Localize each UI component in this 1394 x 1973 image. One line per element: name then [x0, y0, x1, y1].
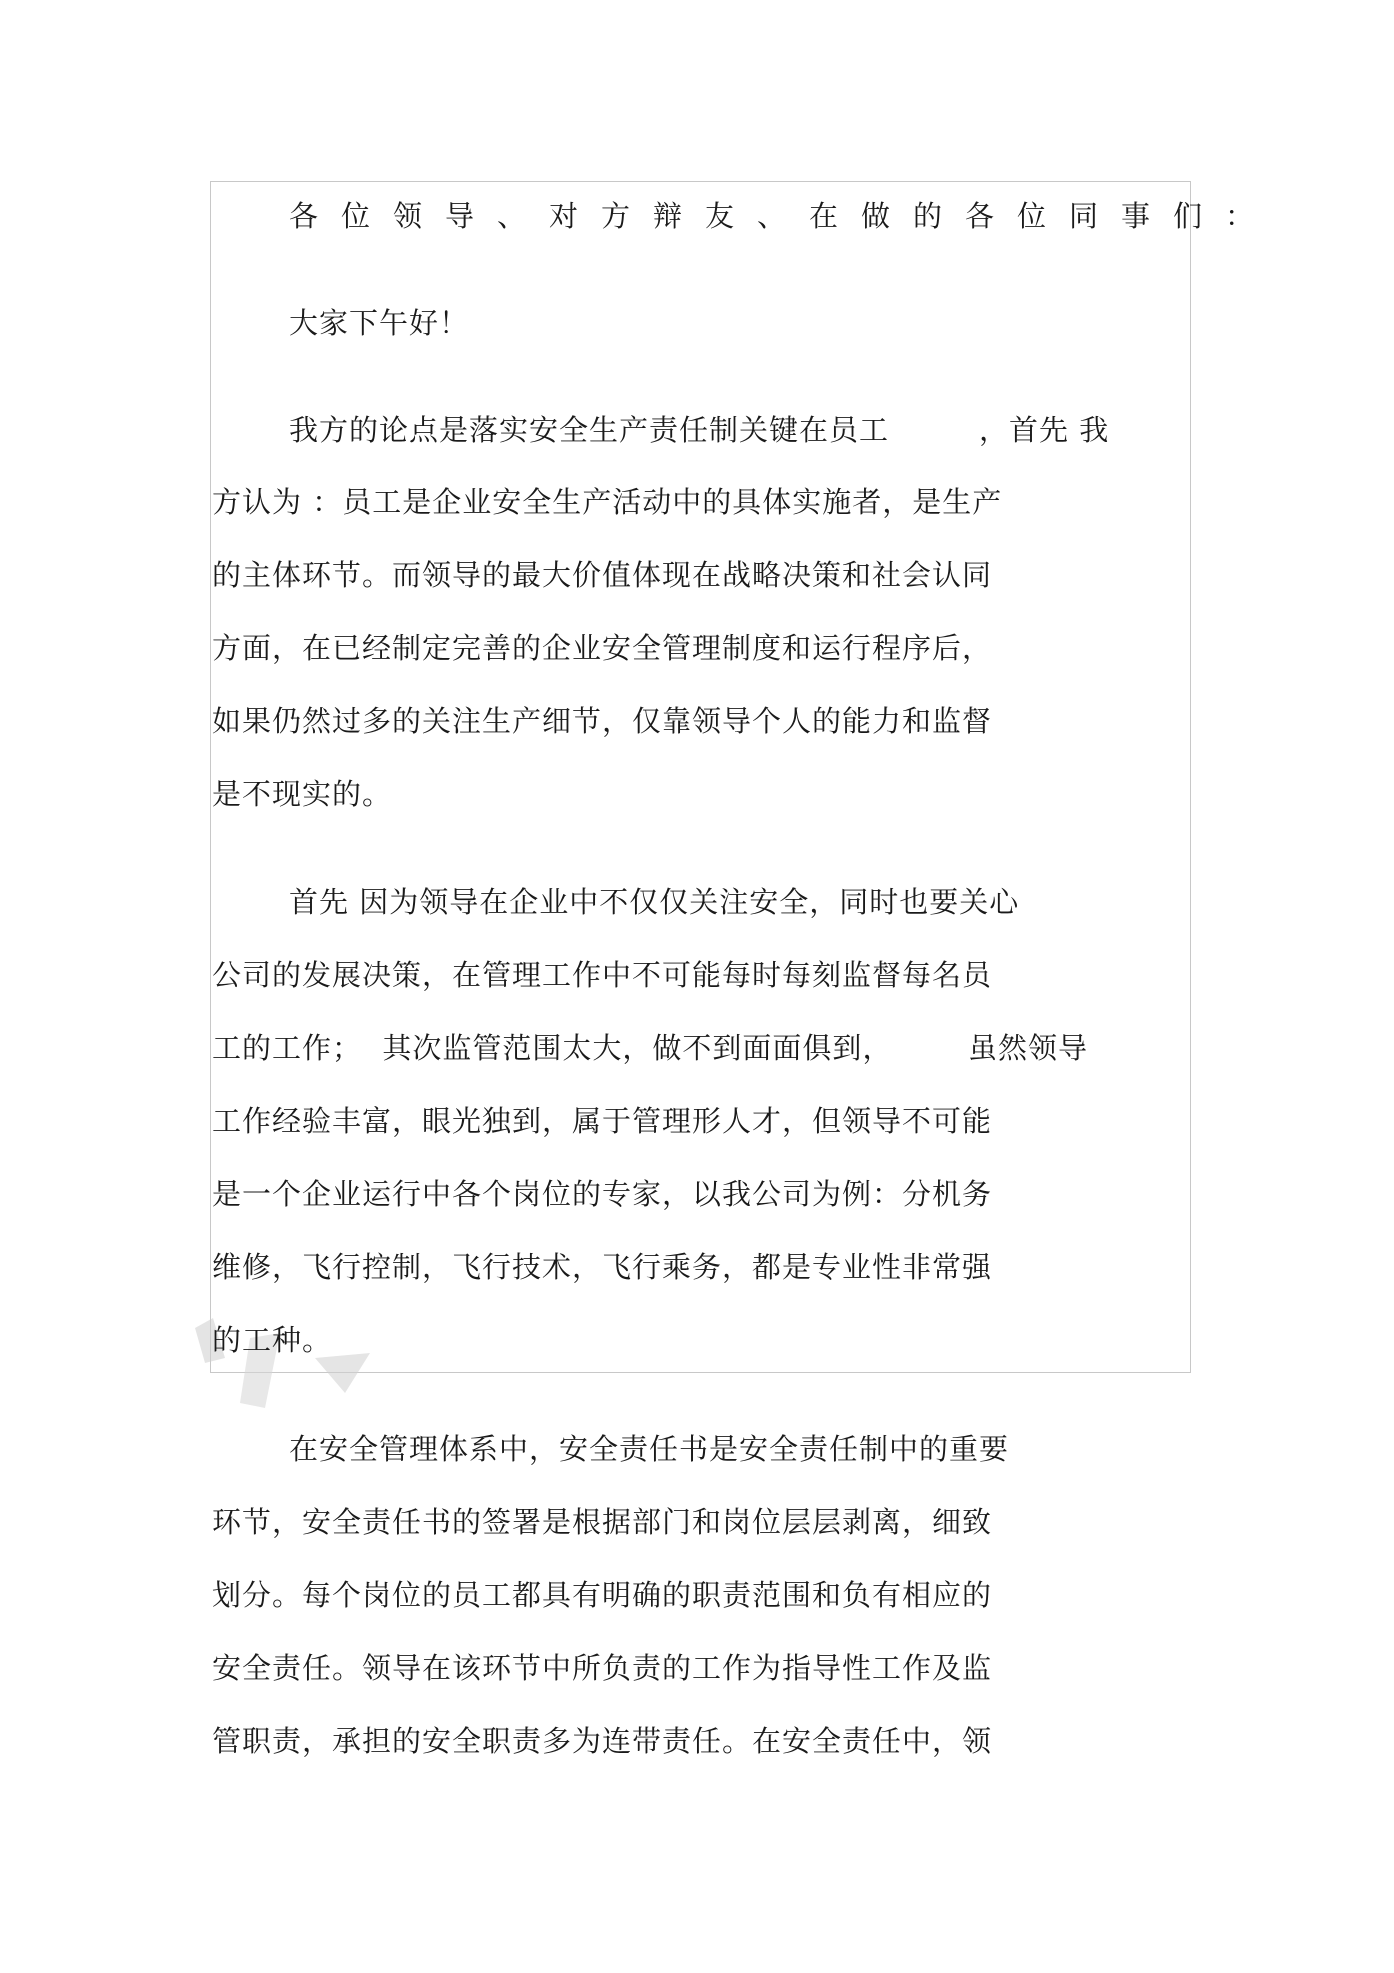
paragraph-2-line-5: 是一个企业运行中各个岗位的专家，以我公司为例：分机务 [212, 1177, 993, 1211]
paragraph-2-line-7: 的工种。 [212, 1323, 333, 1357]
paragraph-3-line-5: 管职责，承担的安全职责多为连带责任。在安全责任中，领 [212, 1724, 993, 1758]
paragraph-2-line-4: 工作经验丰富，眼光独到，属于管理形人才，但领导不可能 [212, 1104, 993, 1138]
paragraph-1-line-6: 是不现实的。 [212, 777, 393, 811]
paragraph-1-line-4: 方面，在已经制定完善的企业安全管理制度和运行程序后， [212, 631, 993, 665]
paragraph-2-line-1: 首先 因为领导在企业中不仅仅关注安全，同时也要关心 [289, 885, 1020, 919]
paragraph-2-line-6: 维修，飞行控制，飞行技术，飞行乘务，都是专业性非常强 [212, 1250, 993, 1284]
paragraph-2-line-3: 工的工作； 其次监管范围太大，做不到面面俱到， 虽然领导 [212, 1031, 1088, 1065]
paragraph-3-line-3: 划分。每个岗位的员工都具有明确的职责范围和负有相应的 [212, 1578, 993, 1612]
paragraph-2-line-2: 公司的发展决策，在管理工作中不可能每时每刻监督每名员 [212, 958, 993, 992]
paragraph-1-line-3: 的主体环节。而领导的最大价值体现在战略决策和社会认同 [212, 558, 993, 592]
paragraph-1-line-2: 方认为 ：员工是企业安全生产活动中的具体实施者，是生产 [212, 485, 1003, 519]
salutation-line: 各位领导、对方辩友、在做的各位同事们： [289, 199, 1278, 233]
paragraph-1-line-1: 我方的论点是落实安全生产责任制关键在员工 ，首先 我 [289, 413, 1110, 447]
paragraph-3-line-1: 在安全管理体系中，安全责任书是安全责任制中的重要 [289, 1432, 1010, 1466]
paragraph-1-line-5: 如果仍然过多的关注生产细节，仅靠领导个人的能力和监督 [212, 704, 993, 738]
greeting-line: 大家下午好！ [289, 306, 470, 340]
paragraph-3-line-2: 环节，安全责任书的签署是根据部门和岗位层层剥离，细致 [212, 1505, 993, 1539]
paragraph-3-line-4: 安全责任。领导在该环节中所负责的工作为指导性工作及监 [212, 1651, 993, 1685]
